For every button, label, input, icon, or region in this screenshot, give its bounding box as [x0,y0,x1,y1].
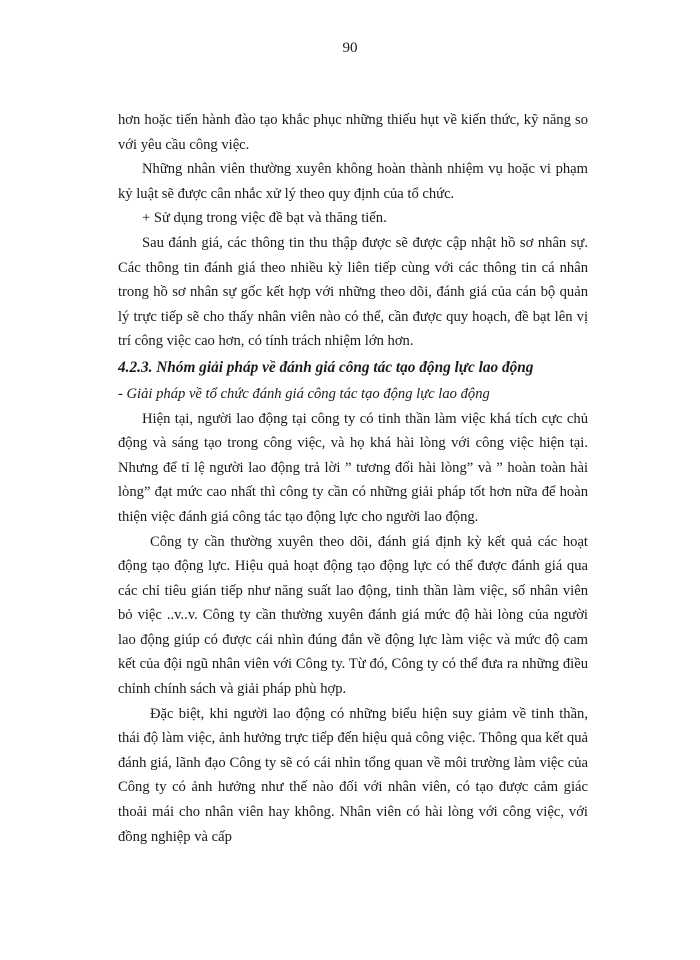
paragraph-discipline: Những nhân viên thường xuyên không hoàn thành nhiệm vụ hoặc vi phạm kỷ luật sẽ được cân nhắc xử lý theo quy định của tổ chức. [118,161,588,202]
paragraph-hr-records: Sau đánh giá, các thông tin thu thập được sẽ được cập nhật hồ sơ nhân sự. Các thông tin đánh giá theo nhiều kỳ liên tiếp cùng với các thông tin cá nhân trong hồ sơ nhân sự gốc kết hợp với những theo dõi, đánh giá của cán bộ quản lý trực tiếp sẽ cho thấy nhân viên nào có thể, cần được quy hoạch, đề bạt lên vị trí công việc cao hơn, có tính trách nhiệm lớn hơn. [118,234,588,350]
paragraph-current-state: Hiện tại, người lao động tại công ty có tinh thần làm việc khá tích cực chủ động và sáng tạo trong công việc, và họ khá hài lòng với công việc hiện tại. Nhưng để tỉ lệ người lao động trả lời ” tương đối hài lòng” và ” hoàn toàn hài lòng” đạt mức cao nhất thì công ty cần có những giải pháp tốt hơn nữa để hoàn thiện việc đánh giá công tác tạo động lực cho người lao động. [118,410,588,525]
paragraph-periodic-evaluation: Công ty cần thường xuyên theo dõi, đánh giá định kỳ kết quả các hoạt động tạo động lực. Hiệu quả hoạt động tạo động lực có thể được đánh giá qua các chỉ tiêu gián tiếp như năng suất lao động, tinh thần làm việc, số nhân viên bỏ việc ..v..v. Công ty cần thường xuyên đánh giá mức độ hài lòng của người lao động giúp có được cái nhìn đúng đắn về động lực làm việc và mức độ cam kết của đội ngũ nhân viên với Công ty. Từ đó, Công ty có thể đưa ra những điều chỉnh chính sách và giải pháp phù hợp. [118,533,588,698]
paragraph-special-cases: Đặc biệt, khi người lao động có những biểu hiện suy giảm về tinh thần, thái độ làm việc, ảnh hưởng trực tiếp đến hiệu quả công việc. Thông qua kết quả đánh giá, lãnh đạo Công ty sẽ có cái nhìn tổng quan về môi trường làm việc của Công ty có ảnh hưởng như thế nào đối với nhân viên, có tạo được cảm giác thoải mái cho nhân viên hay không. Nhân viên có hài lòng với công việc, với đồng nghiệp và cấp [118,705,588,845]
paragraph-promotion-use: + Sử dụng trong việc đề bạt và thăng tiến. [142,210,387,227]
paragraph-training-gap: hơn hoặc tiến hành đào tạo khắc phục những thiếu hụt về kiến thức, kỹ năng so với yêu cầu công việc. [118,112,588,153]
document-body [118,108,588,849]
page-number: 90 [342,40,358,56]
section-heading: 4.2.3. Nhóm giải pháp về đánh giá công tác tạo động lực lao động [118,358,534,376]
subsection-heading: - Giải pháp về tổ chức đánh giá công tác tạo động lực lao động [118,385,490,402]
